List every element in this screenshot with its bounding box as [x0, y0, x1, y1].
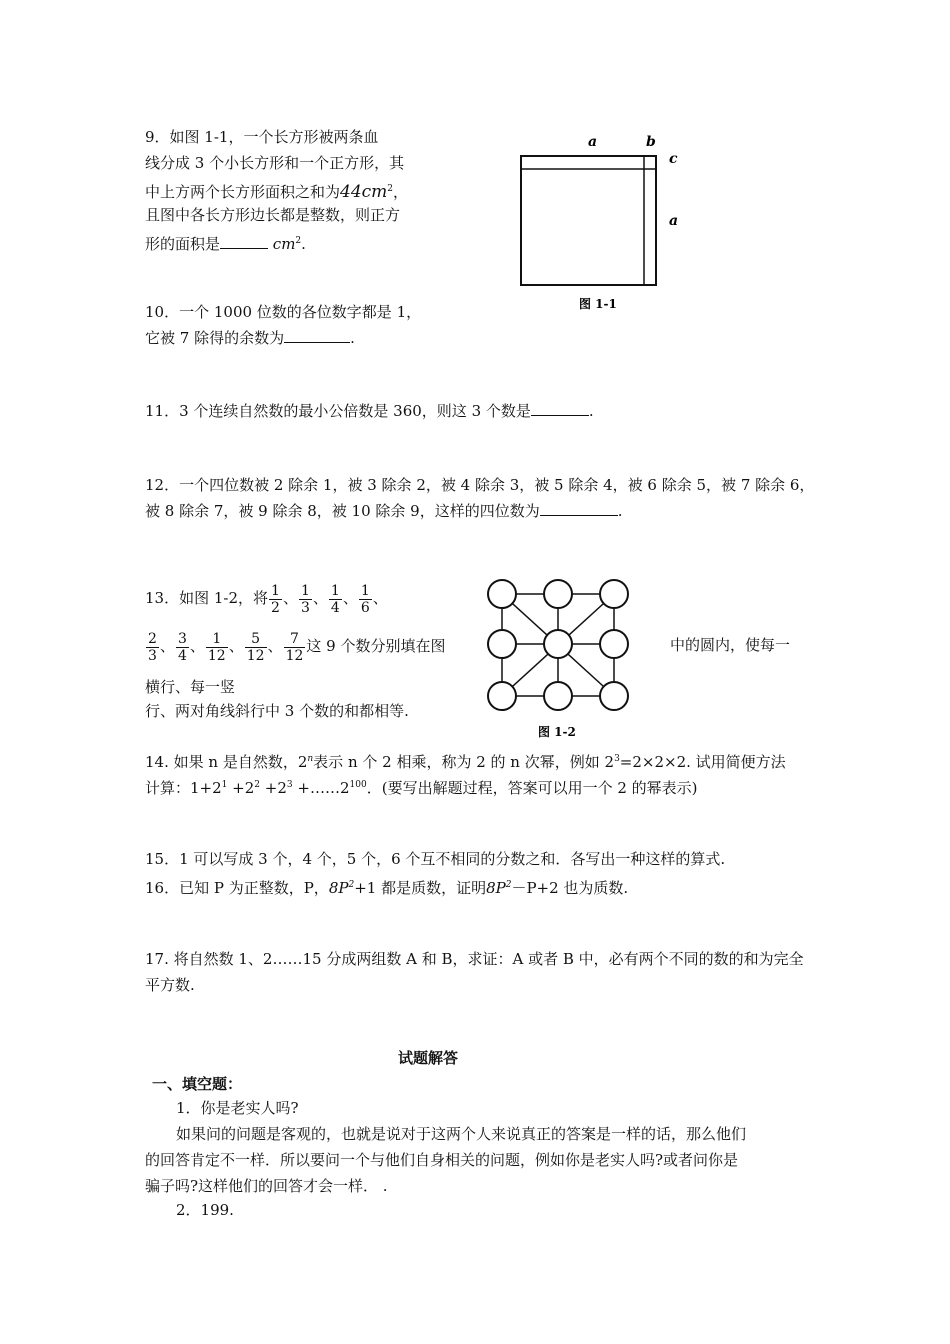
fig11-outer-rect	[521, 156, 656, 285]
figure-1-1	[508, 126, 698, 316]
fig12-circle	[544, 630, 572, 658]
q14-line1-end: =2×2×2. 试用简便方法	[619, 753, 786, 771]
q12-line2-text: 被 8 除余 7，被 9 除余 8，被 10 除余 9，这样的四位数为	[145, 502, 540, 520]
q16-line	[145, 874, 628, 899]
fraction	[299, 583, 312, 616]
fig12-circle	[600, 630, 628, 658]
q12-line1: 12．一个四位数被 2 除余 1，被 3 除余 2，被 4 除余 3，被 5 除余 4，被 6 除余 5，被 7 除余 6，	[145, 476, 815, 494]
fraction-denominator: 12	[207, 647, 226, 664]
q16-text-a: 16．已知 P 为正整数，P，	[145, 879, 329, 897]
q14-series: $1+2^1 +2^2 +2^3$ $+\dots\dots 2^{100}$	[190, 779, 367, 797]
q17-line2: 平方数.	[145, 976, 195, 994]
fraction-denominator: 12	[246, 647, 265, 664]
fig11-label-a-side: a	[669, 213, 679, 229]
fig12-caption: 图 1-2	[538, 725, 576, 739]
fraction-denominator: 4	[177, 647, 187, 664]
answer-1-line1: 如果问的问题是客观的，也就是说对于这两个人来说真正的答案是一样的话，那么他们	[176, 1125, 747, 1143]
fig12-circle	[544, 580, 572, 608]
q9-unit: cm	[272, 235, 296, 253]
fig12-circle	[600, 580, 628, 608]
q10-answer-blank[interactable]	[284, 328, 350, 343]
q14-line2-label: 计算：	[145, 779, 191, 797]
q9-line4: 且图中各长方形边长都是整数，则正方	[145, 206, 401, 224]
q9-line5-text: 形的面积是	[145, 235, 221, 253]
answer-1-title: 1．你是老实人吗?	[176, 1099, 299, 1117]
fraction	[206, 631, 228, 664]
q12-line2	[145, 500, 623, 522]
q13-mid-text: 这 9 个数分别填在图	[306, 637, 446, 655]
q14-2cubed: $2^3$	[604, 753, 620, 771]
q9-line3	[145, 178, 408, 203]
fraction-numerator: 2	[148, 630, 157, 647]
q13-line4: 行、两对角线斜行中 3 个数的和都相等.	[145, 702, 409, 720]
fraction	[359, 583, 372, 616]
fig12-circles	[488, 580, 628, 710]
answers-section-heading: 一、填空题：	[152, 1075, 243, 1093]
q12-answer-blank[interactable]	[540, 501, 618, 516]
q10-line1: 10．一个 1000 位数的各位数字都是 1，	[145, 303, 422, 321]
fig11-label-b: b	[646, 134, 656, 150]
q13-line3: 横行、每一竖	[145, 678, 236, 696]
fraction	[269, 583, 282, 616]
q9-area-value: 44cm	[340, 182, 388, 202]
fraction-denominator: 3	[148, 647, 157, 664]
q12-period: .	[617, 502, 623, 520]
fraction	[284, 631, 306, 664]
separator: 、	[342, 589, 358, 607]
q15-line: 15．1 可以写成 3 个，4 个，5 个，6 个互不相同的分数之和．各写出一种这样的算式.	[145, 850, 726, 868]
q11-line	[145, 400, 594, 422]
fraction-denominator: 4	[330, 599, 340, 616]
separator: 、	[228, 637, 244, 655]
separator: 、	[312, 589, 328, 607]
fig12-circle	[488, 580, 516, 608]
fig12-circle	[488, 682, 516, 710]
q10-line2-text: 它被 7 除得的余数为	[145, 329, 285, 347]
q13-line2	[145, 626, 445, 666]
answer-1-line3: 骗子吗?这样他们的回答才会一样． .	[145, 1177, 388, 1195]
fig12-circle	[600, 682, 628, 710]
fraction-numerator: 1	[271, 582, 280, 599]
q13-line1	[145, 578, 388, 618]
figure-1-2	[478, 568, 638, 744]
q17-line1: 17. 将自然数 1、2……15 分成两组数 A 和 B，求证：A 或者 B 中，必有两个不同的数的和为完全	[145, 950, 804, 968]
fraction-denominator: 2	[271, 599, 280, 616]
q14-2n: 2$^n$	[297, 753, 314, 771]
fraction-denominator: 6	[360, 599, 370, 616]
q9-line2: 线分成 3 个小长方形和一个正方形，其	[145, 154, 405, 172]
fraction-numerator: 7	[284, 631, 306, 648]
q9-line1: 9．如图 1-1，一个长方形被两条血	[145, 128, 379, 146]
fraction	[146, 631, 159, 664]
q14-line1-text: 14. 如果 n 是自然数，	[145, 753, 298, 771]
q9-period: .	[301, 235, 306, 253]
separator: 、	[189, 637, 205, 655]
fraction-numerator: 3	[177, 630, 187, 647]
separator: 、	[282, 589, 298, 607]
fraction-numerator: 1	[300, 582, 310, 599]
q13-lead: 13．如图 1-2，将	[145, 589, 269, 607]
fraction	[176, 631, 189, 664]
q9-line3-text: 中上方两个长方形面积之和为	[145, 183, 341, 201]
q16-text-b: +1 都是质数，证明	[354, 879, 487, 897]
fraction-denominator: 3	[300, 599, 310, 616]
fraction-numerator: 1	[330, 582, 340, 599]
fraction-denominator: 12	[285, 647, 304, 664]
q16-8p2-a: $8P^2$	[328, 879, 355, 897]
q16-text-c: －P+2 也为质数.	[511, 879, 629, 897]
separator: 、	[159, 637, 175, 655]
fraction	[329, 583, 342, 616]
q14-line2	[145, 774, 698, 799]
q13-right-text: 中的圆内，使每一	[670, 636, 791, 654]
q9-square-sup: 2	[387, 184, 394, 194]
q9-line5	[145, 230, 306, 255]
separator: 、	[372, 589, 388, 607]
q11-text: 11．3 个连续自然数的最小公倍数是 360，则这 3 个数是	[145, 402, 531, 420]
fig12-circle	[544, 682, 572, 710]
q11-period: .	[588, 402, 594, 420]
q11-answer-blank[interactable]	[531, 401, 589, 416]
fraction	[245, 631, 267, 664]
separator: 、	[267, 637, 283, 655]
fig11-label-a-top: a	[588, 134, 598, 150]
q14-line1-middle: 表示 n 个 2 相乘，称为 2 的 n 次幂，例如	[313, 753, 600, 771]
q9-answer-blank[interactable]	[220, 234, 268, 249]
fig11-label-c: c	[669, 151, 678, 167]
fraction-numerator: 1	[360, 582, 370, 599]
fig11-caption: 图 1-1	[579, 297, 617, 311]
answers-title: 试题解答	[398, 1049, 459, 1067]
q14-line2-text: ．(要写出解题过程，答案可以用一个 2 的幂表示)	[366, 779, 698, 797]
q9-unit-sup: 2	[295, 236, 302, 246]
q16-8p2-b: $8P^2$	[486, 879, 512, 897]
q10-period: .	[350, 329, 355, 347]
fraction-numerator: 1	[206, 631, 228, 648]
answer-2: 2．199.	[176, 1201, 234, 1219]
answer-1-line2: 的回答肯定不一样．所以要问一个与他们自身相关的问题，例如你是老实人吗?或者问你是	[145, 1151, 739, 1169]
q10-line2	[145, 327, 355, 349]
q14-line1	[145, 748, 786, 773]
fig12-circle	[488, 630, 516, 658]
q9-comma: ，	[393, 183, 409, 201]
fraction-numerator: 5	[245, 631, 267, 648]
